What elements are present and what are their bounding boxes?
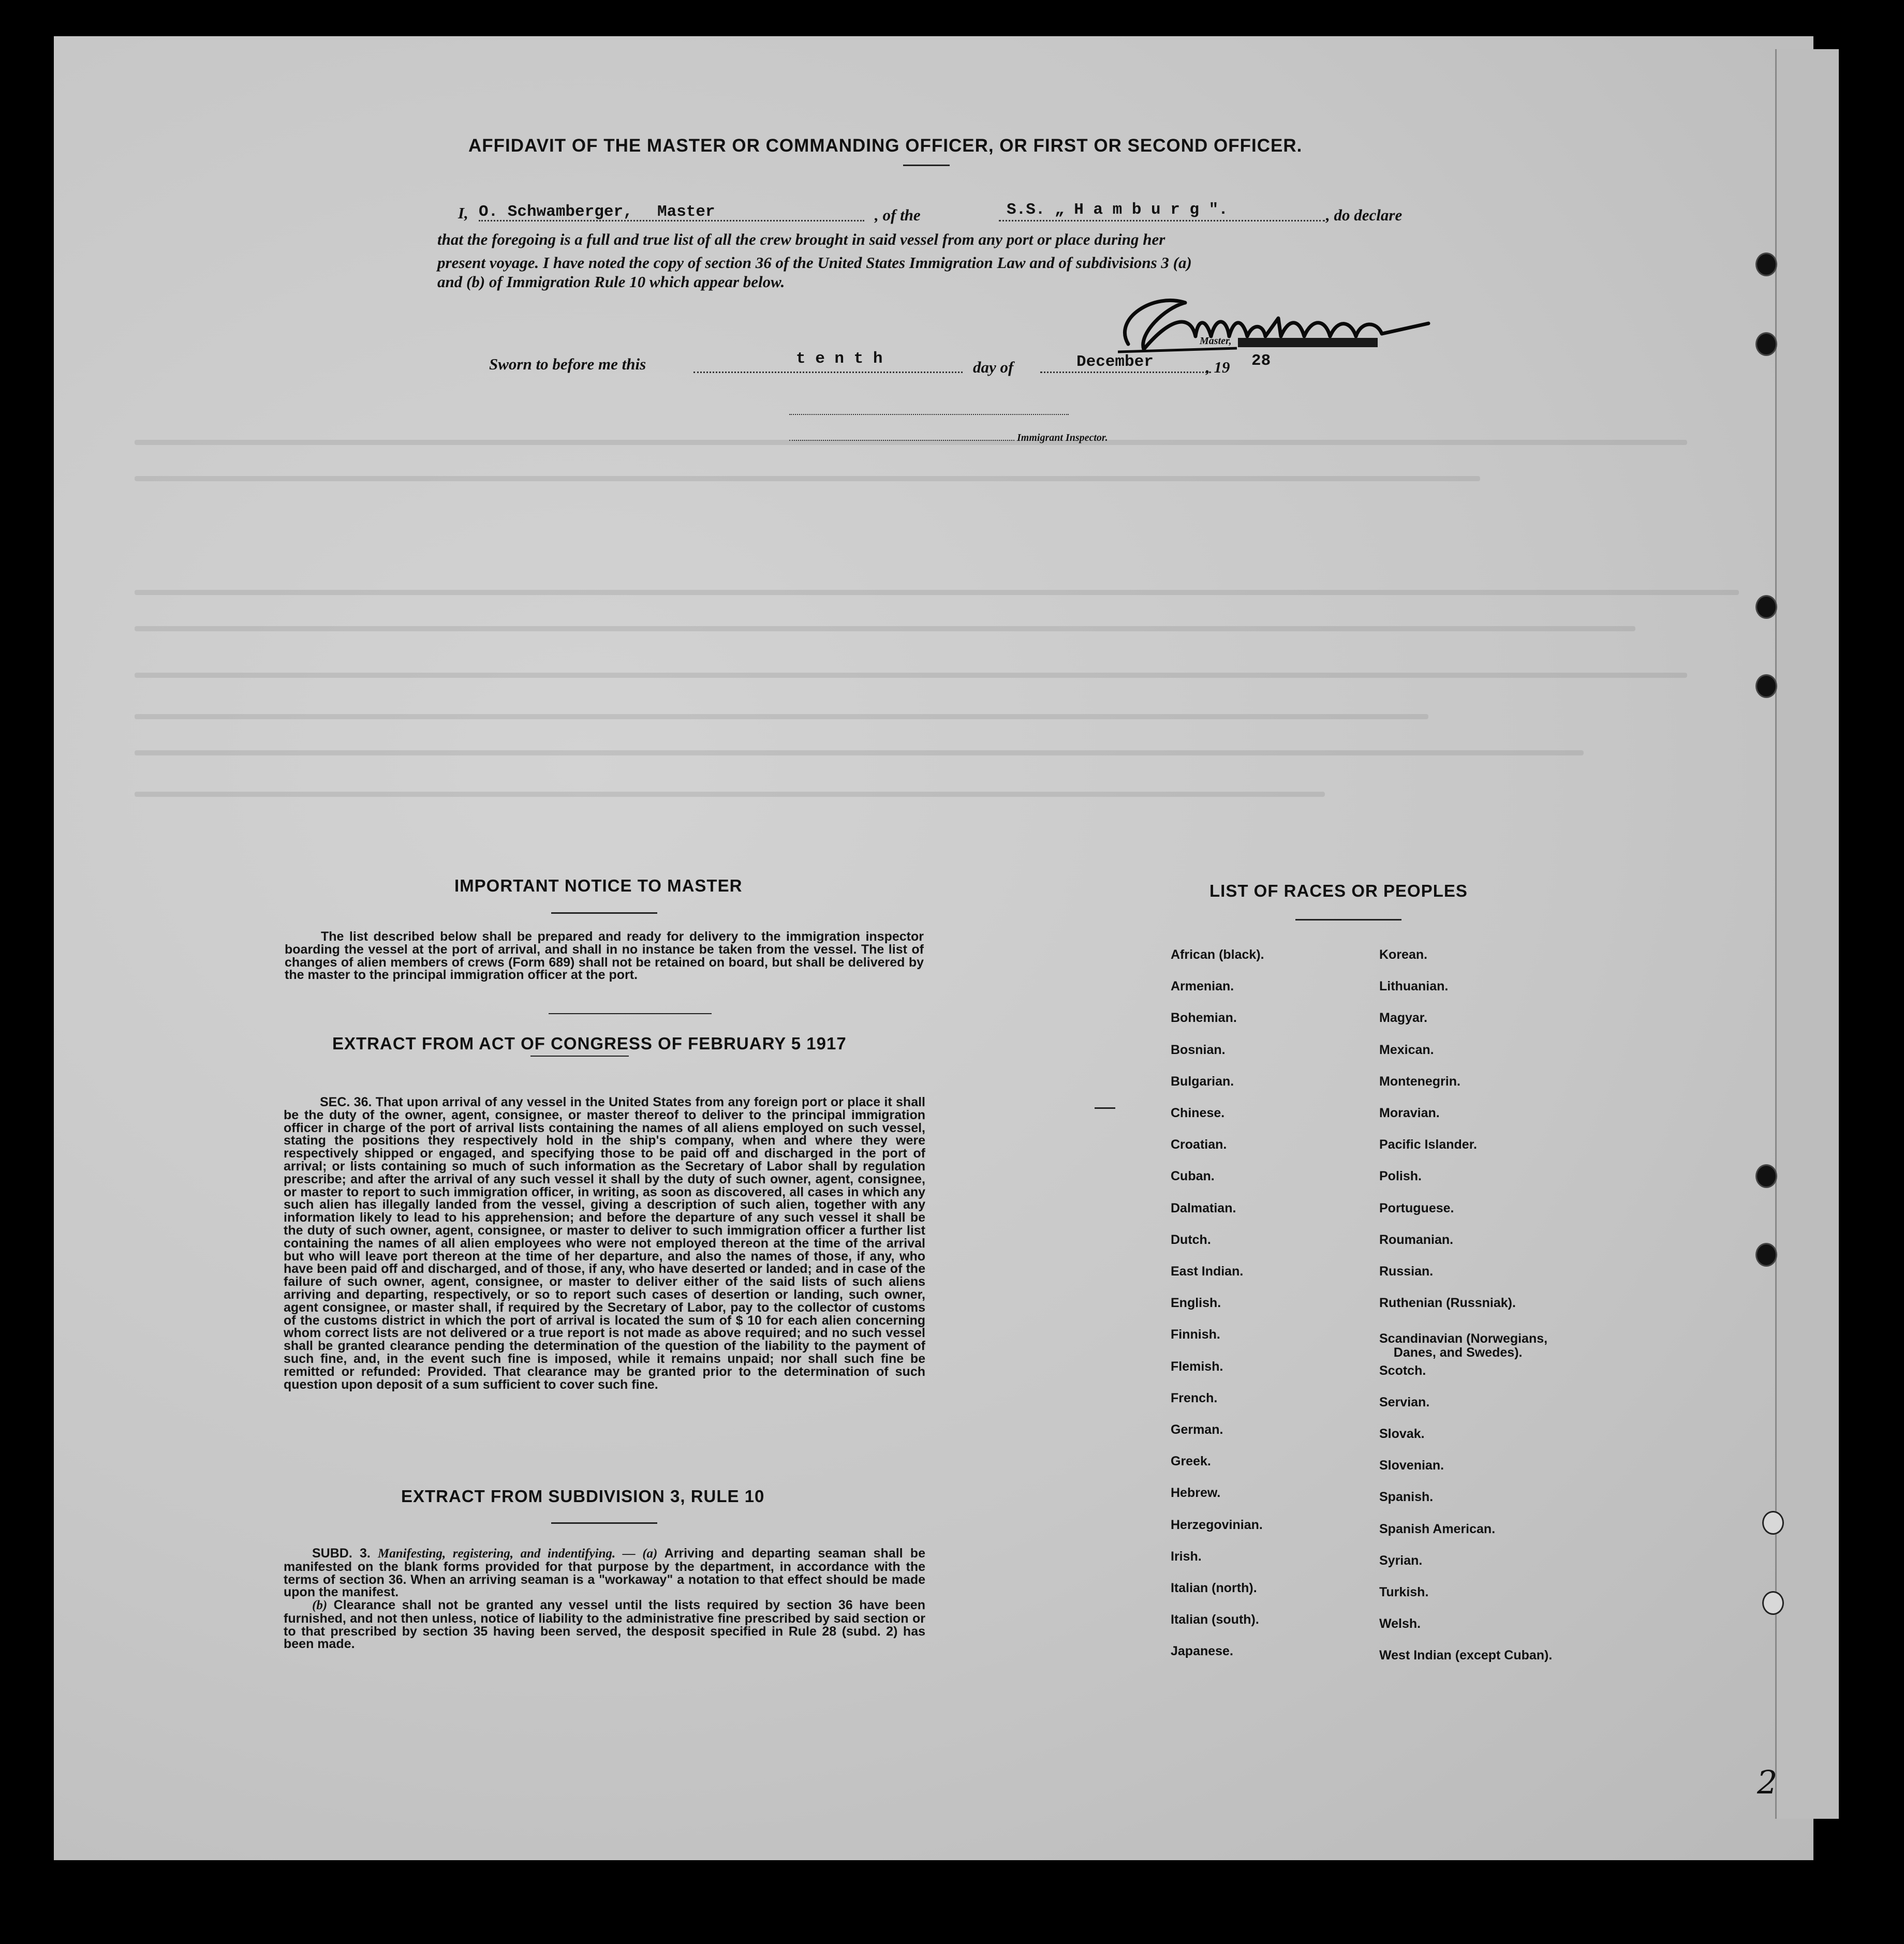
race-item: French. [1171,1390,1218,1405]
race-item: Finnish. [1171,1327,1220,1342]
race-item: Spanish. [1379,1490,1434,1505]
race-item: Moravian. [1379,1106,1440,1120]
name-dotted-line [479,220,864,221]
race-item: African (black). [1171,947,1264,962]
binder-hole-icon [1755,253,1777,276]
race-item: Slovenian. [1379,1458,1444,1473]
race-item: Croatian. [1171,1137,1227,1152]
day-of-label: day of [973,358,1014,376]
race-item: Russian. [1379,1264,1434,1279]
binder-hole-icon [1762,1591,1784,1615]
rule-subd-b [284,1599,925,1651]
inspector-signature-line [789,440,1014,441]
race-item: Turkish. [1379,1585,1429,1599]
race-item: Spanish American. [1379,1521,1496,1536]
year-suffix: 28 [1251,352,1271,370]
rule-extract-title: EXTRACT FROM SUBDIVISION 3, RULE 10 [401,1487,765,1506]
notice-divider [549,1013,712,1014]
master-name: O. Schwamberger, [479,203,633,221]
rule-subd-a [284,1547,925,1599]
margin-dash-mark [1095,1107,1115,1109]
race-item: Scotch. [1379,1363,1426,1378]
race-item: Dutch. [1171,1232,1211,1247]
subd-b-text: Clearance shall not be granted any vessel until the lists required by section 36 have been furnished, and not then unless, notice of liability to the administrative fine prescribed by said section or to that prescribed by section 35 having been served, the desposit specified in Rule 28 (subd. 2) has been made. [284,1598,925,1652]
race-item: East Indian. [1171,1264,1244,1279]
sworn-month: December [1076,353,1154,371]
race-item: Flemish. [1171,1359,1223,1374]
year-prefix: , 19 [1206,358,1230,376]
race-item: Pacific Islander. [1379,1137,1477,1152]
race-item: Armenian. [1171,979,1234,994]
rule-title-rule [551,1522,657,1524]
race-item: Italian (north). [1171,1581,1257,1595]
declaration-line-3: present voyage. I have noted the copy of section 36 of the United States Immigration Law and of subdivisions 3 (a) [437,254,1192,272]
act-title-rule [530,1056,629,1057]
race-item: Ruthenian (Russniak). [1379,1296,1516,1311]
race-item: Mexican. [1379,1042,1434,1057]
race-item: Montenegrin. [1379,1074,1460,1089]
page-number-mark: 2 [1757,1763,1778,1801]
title-underline [903,165,950,166]
inspector-label: Immigrant Inspector. [1017,432,1108,443]
subd-b-lead: (b) [312,1598,328,1612]
race-item: Italian (south). [1171,1612,1259,1627]
race-item: Dalmatian. [1171,1200,1236,1215]
binder-hole-icon [1755,1164,1777,1188]
race-item: Greek. [1171,1454,1211,1469]
signature-caption: Master, [1200,335,1232,347]
binder-hole-icon [1755,595,1777,619]
race-item: Slovak. [1379,1427,1425,1441]
signature-redaction [1238,338,1378,347]
notice-text: The list described below shall be prepared and ready for delivery to the immigration inspector boarding the vessel at the port of arrival, and shall in no instance be taken from the vessel. The list of changes of alien members of crews (Form 689) shall not be retained on board, but shall be delivered by the master to the principal immigration officer at the port. [285,929,924,983]
affidavit-title: AFFIDAVIT OF THE MASTER OR COMMANDING OFFICER, OR FIRST OR SECOND OFFICER. [468,136,1303,156]
month-dotted-line [1040,372,1211,373]
notice-title-rule [551,912,657,914]
page-edge-flap [1775,49,1839,1819]
do-declare-label: , do declare [1326,206,1403,224]
binder-hole-icon [1755,674,1777,698]
day-dotted-line [693,372,963,373]
i-prefix: I, [458,204,468,222]
race-item: Magyar. [1379,1011,1428,1026]
master-signature [1108,287,1444,360]
race-item: English. [1171,1296,1221,1311]
race-item: Hebrew. [1171,1486,1221,1501]
binder-hole-icon [1762,1511,1784,1535]
race-item: Korean. [1379,947,1428,962]
inspector-upper-line [789,414,1069,415]
vessel-name: S.S. „ H a m b u r g ". [1007,201,1228,219]
act-extract-text: SEC. 36. That upon arrival of any vessel in the United States from any foreign port or place it shall be the duty of the owner, agent, consignee, or master thereof to deliver to the principal immigration officer in charge of the port of arrival lists containing the names of all aliens employed on such vessel, stating the positions they respectively hold in the ship's company, when and where they were respectively shipped or engaged, and specifying those to be paid off and discharged in the port of arrival; or lists containing so much of such information as the Secretary of Labor shall by regulation prescribe; and after the arrival of any such vessel it shall by the duty of such owner, agent, consignee, or master to report to such immigration officer, in writing, as soon as discovered, all cases in which any such alien has illegally landed from the vessel, giving a description of such alien, together with any information likely to lead to his apprehension; and before the departure of any such vessel it shall be the duty of such owner, agent, consignee, or master to deliver to such immigration officer a further list containing the names of all alien employees who were not employed thereon at the time of the arrival but who will leave port thereon at the time of her departure, and also the names of those, if any, who have been paid off and discharged, and of those, if any, who have deserted or landed; and in case of the failure of such owner, agent, consignee, or master to deliver either of the said lists of such aliens arriving and departing, respectively, or so to report such cases of desertion or landing, such owner, agent consignee, or master shall, if required by the Secretary of Labor, pay to the collector of customs of the customs district in which the port of arrival is located the sum of $ 10 for each alien concerning whom correct lists are not delivered or a true report is not made as above required; and no such vessel shall be granted clearance pending the determination of the question of the liability to the payment of such fine, and, in the event such fine is imposed, while it remains unpaid; nor shall such fine be remitted or refunded: Provided. That clearance may be granted prior to the determination of such question upon deposit of a sum sufficient to cover such fine. [284,1095,925,1392]
race-item: Herzegovinian. [1171,1517,1263,1532]
race-item: Servian. [1379,1394,1430,1409]
declaration-line-4: and (b) of Immigration Rule 10 which appear below. [437,273,785,291]
act-extract-title: EXTRACT FROM ACT OF CONGRESS OF FEBRUARY 5 1917 [332,1034,847,1053]
notice-title: IMPORTANT NOTICE TO MASTER [454,876,743,895]
race-item: German. [1171,1422,1223,1437]
race-item: Cuban. [1171,1169,1215,1184]
of-the-label: , of the [875,206,921,224]
master-rank: Master [657,203,715,221]
race-item: Japanese. [1171,1644,1233,1659]
sworn-day: t e n t h [796,350,883,368]
race-item: Chinese. [1171,1106,1225,1120]
sworn-prefix: Sworn to before me this [489,355,646,373]
race-item: Roumanian. [1379,1232,1454,1247]
race-item: Welsh. [1379,1616,1421,1631]
race-item: West Indian (except Cuban). [1379,1648,1553,1663]
subd-a-text: Arriving and departing seaman shall be manifested on the blank forms provided for that purpose by the department, in accordance with the terms of section 36. When an arriving seaman is a "workaway" a notation to that effect should be made upon the manifest. [284,1546,925,1600]
binder-hole-icon [1755,332,1777,356]
subd-a-head: SUBD. 3. [312,1546,371,1561]
declaration-line-2: that the foregoing is a full and true list of all the crew brought in said vessel from any port or place during her [437,230,1165,248]
race-item: Bohemian. [1171,1011,1237,1026]
race-item: Syrian. [1379,1553,1423,1568]
subd-a-italic: Manifesting, registering, and indentifying. — (a) [378,1547,658,1561]
race-item: Bulgarian. [1171,1074,1234,1089]
race-item: Portuguese. [1379,1200,1454,1215]
binder-hole-icon [1755,1243,1777,1267]
vessel-dotted-line [999,220,1325,221]
races-title-rule [1295,919,1401,921]
race-item: Bosnian. [1171,1042,1226,1057]
race-item: Polish. [1379,1169,1422,1184]
race-item: Lithuanian. [1379,979,1449,994]
race-item: Irish. [1171,1549,1202,1564]
race-item: Scandinavian (Norwegians, Danes, and Swedes). [1379,1331,1548,1360]
races-title: LIST OF RACES OR PEOPLES [1209,881,1468,900]
